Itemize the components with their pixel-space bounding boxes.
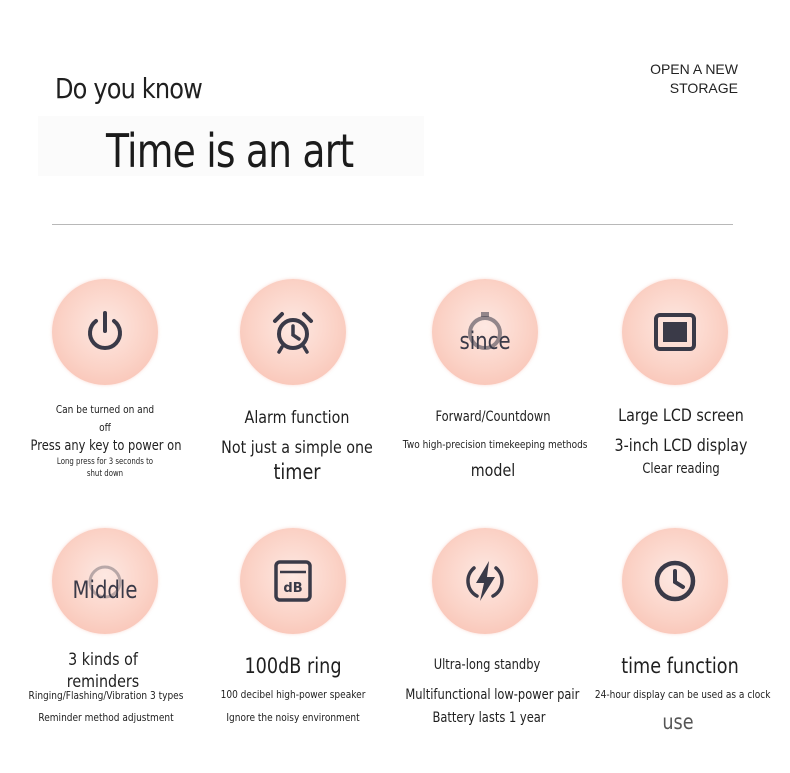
feature-3-line-2: Two high-precision timekeeping methods [402,438,588,451]
feature-1-line-2: off [99,421,111,434]
feature-circle-standby [432,528,538,634]
feature-circle-alarm [240,279,346,385]
feature-circle-stopwatch [432,279,538,385]
feature-4-title: Large LCD screen [618,406,744,426]
feature-5-line-1: 3 kinds of [68,650,138,670]
feature-6-line-2: 100 decibel high-power speaker [220,688,366,701]
screen-icon [652,309,698,355]
alarm-clock-icon [270,309,316,355]
feature-7-line-2: Multifunctional low-power pair [405,687,580,703]
feature-1-line-4: Long press for 3 seconds to [56,457,154,467]
feature-5-line-4: Reminder method adjustment [38,711,174,724]
feature-7-title: Ultra-long standby [433,657,541,673]
feature-1-line-3: Press any key to power on [30,438,182,454]
header-subtitle: Do you know [55,72,203,105]
feature-8-line-2: 24-hour display can be used as a clock [594,688,771,701]
badge-line-1: OPEN A NEW [650,61,738,77]
feature-circle-power [52,279,158,385]
feature-circle-screen [622,279,728,385]
clock-icon [652,558,698,604]
header-divider [52,224,733,225]
feature-7-line-3: Battery lasts 1 year [432,710,546,726]
feature-5-line-3: Ringing/Flashing/Vibration 3 types [28,689,184,702]
feature-2-line-2: Not just a simple one [221,438,373,458]
feature-circle-decibel [240,528,346,634]
feature-3-title: Forward/Countdown [435,409,551,425]
feature-8-line-3: use [662,710,694,734]
decibel-icon-text: dB [283,581,303,596]
feature-circle-clock [622,528,728,634]
lightning-icon [462,558,508,604]
feature-8-title: time function [621,654,739,678]
feature-5-line-2: reminders [66,672,140,692]
header-title: Time is an art [106,124,354,178]
stopwatch-overlay-word: since [459,327,511,355]
power-icon [82,309,128,355]
feature-6-line-3: Ignore the noisy environment [226,711,360,724]
feature-1-line-1: Can be turned on and [55,403,155,416]
feature-2-title: Alarm function [244,408,350,428]
feature-6-title: 100dB ring [244,654,342,678]
feature-3-line-3: model [470,461,516,481]
feature-1-line-5: shut down [86,469,124,479]
badge-line-2: STORAGE [669,80,738,96]
feature-2-line-3: timer [273,460,321,484]
decibel-icon [270,558,316,604]
feature-4-line-2: 3-inch LCD display [614,436,748,456]
reminder-overlay-word: Middle [72,576,138,604]
feature-4-line-3: Clear reading [642,461,720,477]
storage-badge [578,60,738,98]
feature-circle-reminder [52,528,158,634]
